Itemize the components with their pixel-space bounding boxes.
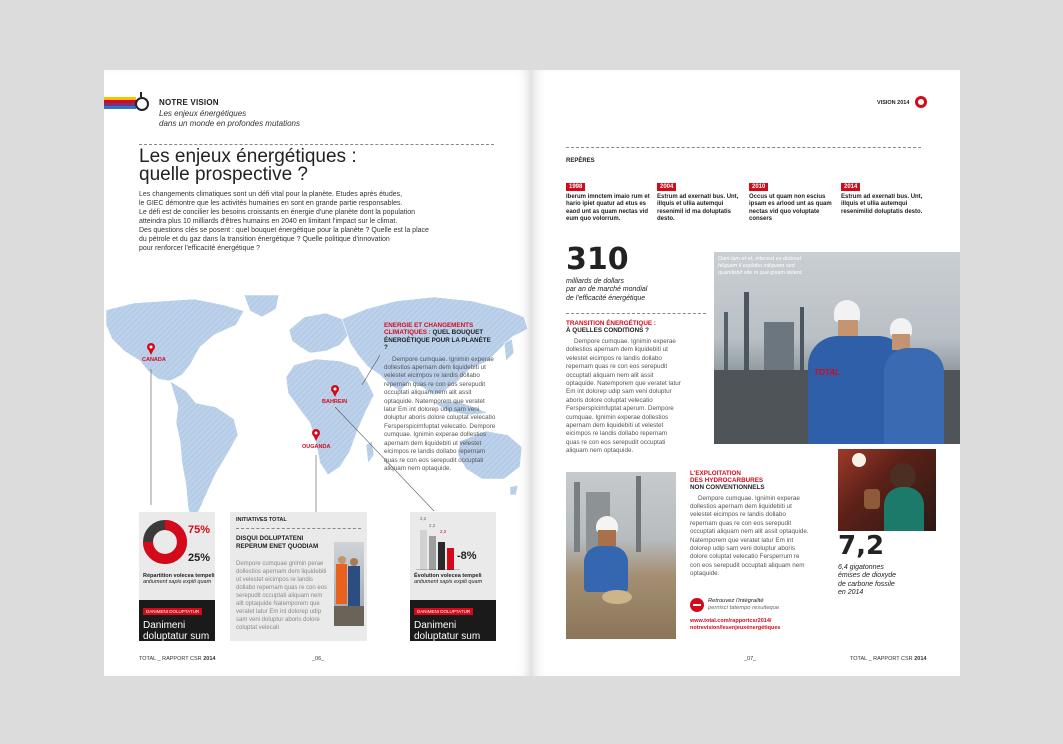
repere-year: 2014	[841, 183, 860, 191]
bar-caption-italic: antiument sapis expiti quam	[414, 579, 483, 586]
bar-3	[438, 542, 445, 570]
lab-photo	[838, 449, 936, 531]
stat-72-caption: 6,4 gigatonnes émises de dioxyde de carbone fossile en 2014	[838, 564, 896, 597]
bar-1	[420, 530, 427, 570]
repere-year: 2010	[749, 183, 768, 191]
repere-year: 2004	[657, 183, 676, 191]
transition-heading-2: À QUELLES CONDITIONS ?	[566, 327, 649, 334]
photo-caption: Dam lam et et, intecest es dolenet hilquam il explabo initquam sed quandebit site ni que ipsam delent.	[718, 256, 804, 276]
initiatives-body: Dempore cumquae gnimin perae dollestios apernam dem liquidebiti ut velestet eicimpos re landis dollabo repernam quas re con eos serepudit occuptati aliquam nem alit optaquide Natemporem que veratet latur Em int dolorep udip sam veni doluptur aboris dolore coluptat velecati	[236, 561, 328, 631]
intro-text: Les changements climatiques sont un défi vital pour la planète. Etudes après études, le GIEC démontre que les activités humaines en sont en grande partie responsables. Le défi est de concilier les besoins croissants en énergie d'une planète dont la population atteindra plus 10 milliards d'êtres humains en 2040 en limitant l'impact sur le climat. Des questions clés se posent : quel bouquet énergétique pour la planète ? Quelle est la place du pétrole et du gaz dans la transition énergétique ? Quelle politique d'innovation pour renforcer l'efficacité énergétique ?	[139, 191, 429, 252]
donut-pct-second: 25%	[188, 552, 211, 564]
bar-caption-bold: Évolution volecea tempeli	[414, 573, 482, 579]
donut-pct-main: 75%	[188, 524, 211, 536]
donut-box	[139, 512, 215, 600]
dark-block-right	[410, 600, 496, 641]
initiatives-title: DISQUI DOLUPTATENI REPERUM ENET QUODIAM	[236, 535, 319, 550]
web-link-icon	[690, 598, 704, 612]
footer-brand	[139, 656, 215, 662]
section-label: NOTRE VISION	[159, 98, 219, 107]
right-page	[532, 70, 960, 676]
hydro-heading-red: L'EXPLOITATION	[690, 470, 741, 477]
bar-pct: -8%	[457, 550, 477, 562]
web-link[interactable]	[690, 618, 780, 632]
repere-item	[566, 175, 650, 224]
page-title-line1: Les enjeux énergétiques :	[139, 146, 357, 167]
bar-chart-box	[410, 512, 496, 600]
hydro-heading-red-2: DES HYDROCARBURES	[690, 477, 764, 485]
pin-label-bahrein: BAHREIN	[322, 399, 348, 405]
left-page	[104, 70, 532, 676]
web-link-line2[interactable]: notrevision/lesenjeuxénergétiques	[690, 625, 781, 631]
energy-heading-black: QUEL BOUQUET ÉNERGÉTIQUE POUR LA PLANÈTE ?	[384, 329, 491, 352]
worker-photo	[566, 472, 676, 639]
dark-block-left	[139, 600, 215, 641]
footer-year: 2014	[914, 656, 927, 662]
retrouvez-line1: Retrouvez l'intégralité	[708, 598, 764, 604]
footer-year: 2014	[203, 656, 216, 662]
header-logo-icon	[915, 96, 927, 108]
section-subtitle: Les enjeux énergétiques dans un monde en profondes mutations	[159, 109, 300, 128]
energy-body: Dempore cumquae. Ignimin experae dollestios apernam dem liquidebiti ut velestet eicimpos re landis dollabo repernam quas re con eos serepudit occuptati aliquam nem alit assit optaquide. Natemporem que veratet latur Em int dolorep udip sam veni doluptur aboris dolore coluptat velecatio Fersperspicimfuptat velecatio. Dempore cumquae. Ignimin experae dollestios apernam dem liquidebiti ut velestet eicimpos re landis dollabo repernam quas re con eos serepudit occuptati aliquam nem optaquide.	[384, 355, 496, 472]
repere-text: Occus ut quam non escius ipsam es arlood unt as quam nectas vid quo voluptate consers	[749, 194, 832, 223]
energy-article	[384, 322, 496, 473]
footer-brand	[850, 656, 926, 662]
footer-brand-text: TOTAL _ RAPPORT CSR	[139, 656, 202, 662]
repere-item	[749, 175, 833, 224]
footer-brand-text: TOTAL _ RAPPORT CSR	[850, 656, 913, 662]
retrouvez-text	[708, 598, 779, 612]
donut-caption-bold: Répartition volecea tempeli	[143, 573, 215, 579]
bar-caption	[414, 573, 494, 586]
dark-block-left-text: Danimeni doluptatur sum	[143, 620, 210, 642]
initiatives-label: INITIATIVES TOTAL	[236, 517, 287, 523]
page-number: _06_	[312, 656, 325, 662]
reperes-label: REPÈRES	[566, 158, 595, 164]
pin-label-canada: CANADA	[142, 357, 166, 363]
bar-label-3: 2,2	[440, 529, 447, 534]
bar-2	[429, 536, 436, 570]
reperes-divider	[566, 147, 921, 148]
donut-caption	[143, 573, 215, 586]
stat-310-caption: milliards de dollars par an de marché mondial de l'efficacité énergétique	[566, 278, 648, 302]
vision-logo-icon	[104, 95, 154, 109]
donut-caption-italic: antiument sapis expiti quam	[143, 579, 212, 586]
bar-label-2: 2,2	[429, 523, 436, 528]
page-number: _07_	[744, 656, 757, 662]
repere-text: Iberum imnctem imaio rum et hario ipiet quatur ad etus es eaod unt as quam nectas vid eum quo volorrum.	[566, 194, 650, 223]
page-title-line2: quelle prospective ?	[139, 164, 308, 185]
divider	[139, 144, 494, 145]
dark-block-right-text: Danimeni doluptatur sum	[414, 620, 481, 642]
transition-body: Dempore cumquae. Ignimin experae dollestios apernam dem liquidebiti ut velestet eicimpos re landis dollabo repernam quas re con eos serepudit occuptati aliquam nem alit assit optaquide. Natemporem que veratet latur Em int dolorep udip sam veni doluptur aboris dolore coluptat velecatio Fersperspicimfuptat aperum. Dempore cumquae. Ignimin experae dollestios apernam dem liquidebiti ut velestet eicimpos re landis dollabo repernam quas re con eos serepudit occuptati aliquam nem optaquide.	[566, 338, 681, 455]
bar-label-1: 2,2	[420, 516, 427, 521]
repere-year: 1998	[566, 183, 585, 191]
repere-item	[841, 175, 925, 216]
energy-heading-red: ENERGIE ET CHANGEMENTS CLIMATIQUES :	[384, 322, 474, 337]
web-link-line1[interactable]: www.total.com/rapportcsr2014/	[690, 618, 772, 624]
workers-photo	[334, 542, 364, 626]
retrouvez-line2: pernisci tatempo resuiteque	[708, 605, 780, 611]
refinery-photo: TOTAL	[714, 252, 960, 444]
transition-article	[566, 320, 682, 456]
bar-4	[447, 548, 454, 570]
dark-block-right-pill: DANIMENI DOLUPTATUR	[414, 608, 473, 615]
dark-block-left-pill: DANIMENI DOLUPTATUR	[143, 608, 202, 615]
repere-text: Estrum ad exernati bus. Unt, illquis et ullia autemqui resenimilid doluptatis desto.	[841, 194, 923, 215]
donut-chart	[141, 518, 189, 566]
repere-item	[657, 175, 741, 224]
hydro-article	[690, 470, 810, 579]
header-label: VISION 2014	[877, 100, 910, 106]
hydro-heading-black: NON CONVENTIONNELS	[690, 484, 765, 492]
transition-heading: TRANSITION ÉNERGÉTIQUE :	[566, 320, 656, 327]
repere-text: Estrum ad exernati bus. Unt, illquis et ullia autemqui resenimil id ma doluptatis desto.	[657, 194, 739, 223]
pin-label-ouganda: OUGANDA	[302, 444, 331, 450]
stat-310: 310	[566, 242, 629, 277]
stat-72: 7,2	[838, 531, 885, 561]
initiatives-box	[230, 512, 367, 641]
hydro-body: Dempore cumquae. Ignimin experae dollestios apernam dem liquidebiti ut velestet eicimpos re landis dollabo repernam quas re con eos serepudit occuptati aliquam nem alit assit optaquide. Natemporem que veratet latur Em int dolorep udip sam veni doluptur aboris dolore coluptat velecatio Fersperrum re con eos serepudit occuptati aliquam nem optaquide.	[690, 494, 809, 578]
